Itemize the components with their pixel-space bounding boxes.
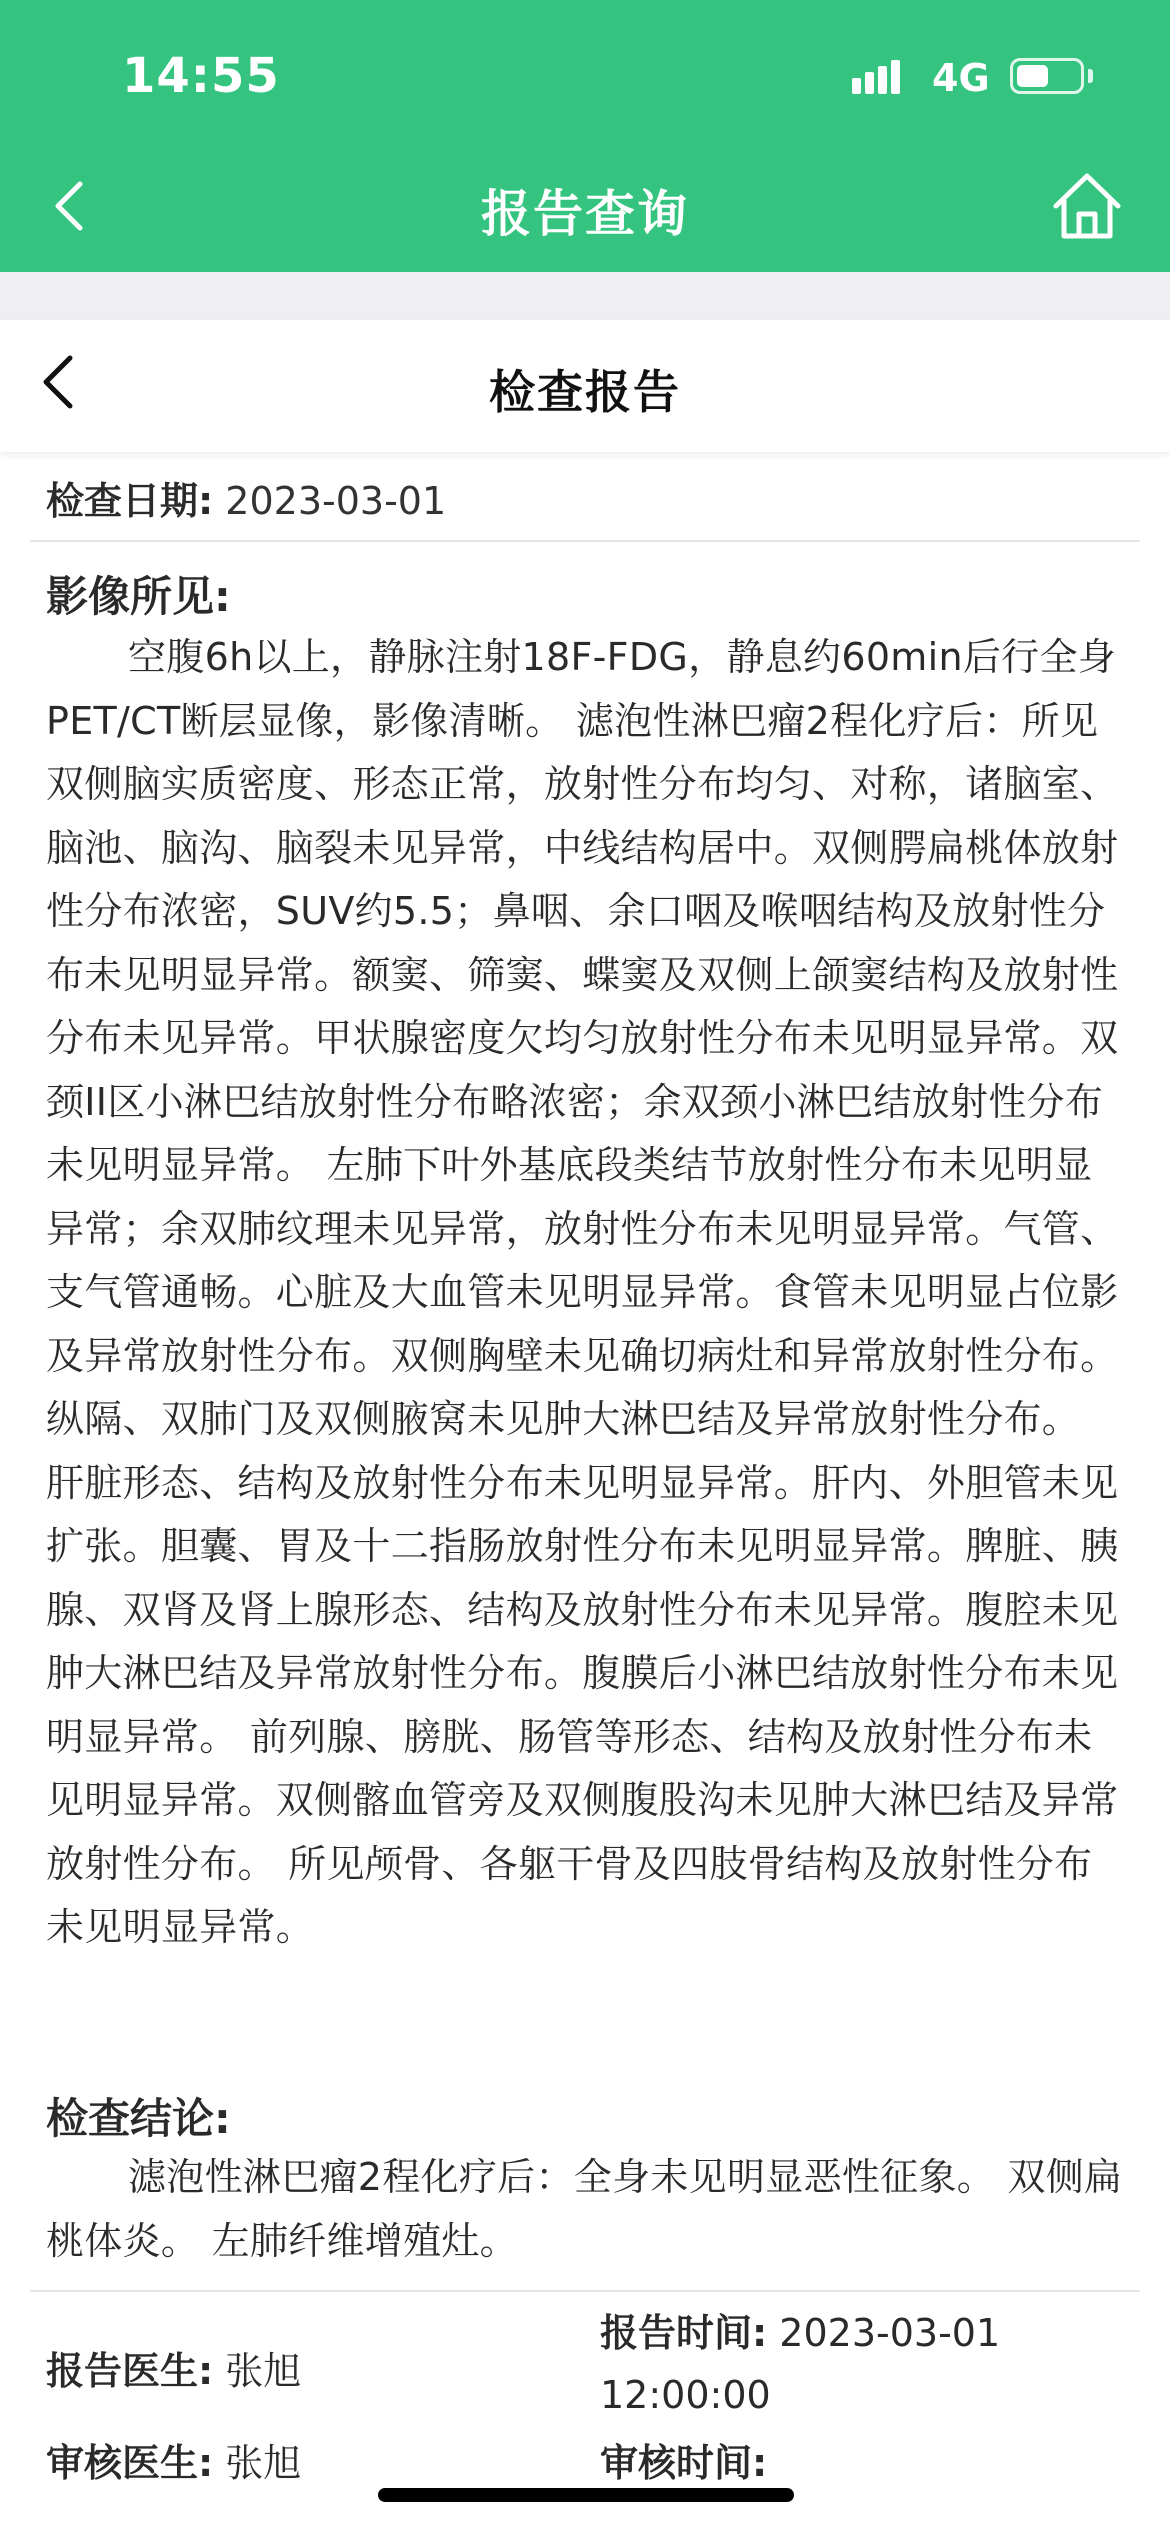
page-header	[0, 320, 1170, 452]
report-doctor-value: 张旭	[225, 2349, 302, 2393]
report-time-label: 报告时间:	[600, 2311, 768, 2355]
page-title: 检查报告	[489, 365, 681, 419]
review-doctor-label: 审核医生:	[46, 2441, 214, 2485]
nav-title: 报告查询	[481, 185, 689, 243]
report-doctor-label: 报告医生:	[46, 2349, 214, 2393]
section-spacer	[0, 272, 1170, 320]
report-time-row	[600, 2302, 1100, 2426]
exam-date-value: 2023-03-01	[225, 479, 447, 523]
app-nav-bar	[0, 140, 1170, 272]
review-time-label: 审核时间:	[600, 2441, 768, 2485]
report-doctor-row	[46, 2340, 301, 2402]
battery-level	[1017, 65, 1048, 87]
status-bar	[0, 0, 1170, 140]
battery-cap	[1088, 69, 1093, 83]
divider	[30, 2290, 1140, 2292]
review-doctor-row	[46, 2432, 301, 2494]
divider	[30, 540, 1140, 542]
report-time-value: 2023-03-01 12:00:00	[600, 2311, 1001, 2417]
exam-date-row	[46, 470, 446, 525]
home-indicator[interactable]	[378, 2488, 794, 2502]
conclusion-text: 滤泡性淋巴瘤2程化疗后：全身未见明显恶性征象。 双侧扁桃体炎。 左肺纤维增殖灶。	[46, 2155, 1123, 2263]
battery-icon	[1010, 58, 1084, 94]
network-type: 4G	[932, 56, 990, 100]
report-content	[0, 452, 1170, 2532]
review-doctor-value: 张旭	[225, 2441, 302, 2485]
home-icon[interactable]	[1050, 170, 1124, 242]
findings-text: 空腹6h以上，静脉注射18F-FDG，静息约60min后行全身PET/CT断层显像，影像清晰。 滤泡性淋巴瘤2程化疗后：所见双侧脑实质密度、形态正常，放射性分布均匀、对称，诸脑室、脑池、脑沟、脑裂未见异常，中线结构居中。双侧腭扁桃体放射性分布浓密，SUV约5.5；鼻咽、余口咽及喉咽结构及放射性分布未见明显异常。额窦、筛窦、蝶窦及双侧上颌窦结构及放射性分布未见异常。甲状腺密度欠均匀放射性分布未见明显异常。双颈II区小淋巴结放射性分布略浓密；余双颈小淋巴结放射性分布未见明显异常。 左肺下叶外基底段类结节放射性分布未见明显异常；余双肺纹理未见异常，放射性分布未见明显异常。气管、支气管通畅。心脏及大血管未见明显异常。食管未见明显占位影及异常放射性分布。双侧胸壁未见确切病灶和异常放射性分布。纵隔、双肺门及双侧腋窝未见肿大淋巴结及异常放射性分布。 肝脏形态、结构及放射性分布未见明显异常。肝内、外胆管未见扩张。胆囊、胃及十二指肠放射性分布未见明显异常。脾脏、胰腺、双肾及肾上腺形态、结构及放射性分布未见异常。腹腔未见肿大淋巴结及异常放射性分布。腹膜后小淋巴结放射性分布未见明显异常。 前列腺、膀胱、肠管等形态、结构及放射性分布未见明显异常。双侧髂血管旁及双侧腹股沟未见肿大淋巴结及异常放射性分布。 所见颅骨、各躯干骨及四肢骨结构及放射性分布未见明显异常。	[46, 635, 1119, 1949]
conclusion-title: 检查结论:	[46, 2094, 231, 2143]
review-time-row	[600, 2432, 767, 2494]
exam-date-label: 检查日期:	[46, 479, 214, 523]
findings-title: 影像所见:	[46, 572, 231, 621]
signal-strength-icon	[852, 60, 912, 94]
status-time: 14:55	[122, 48, 280, 104]
